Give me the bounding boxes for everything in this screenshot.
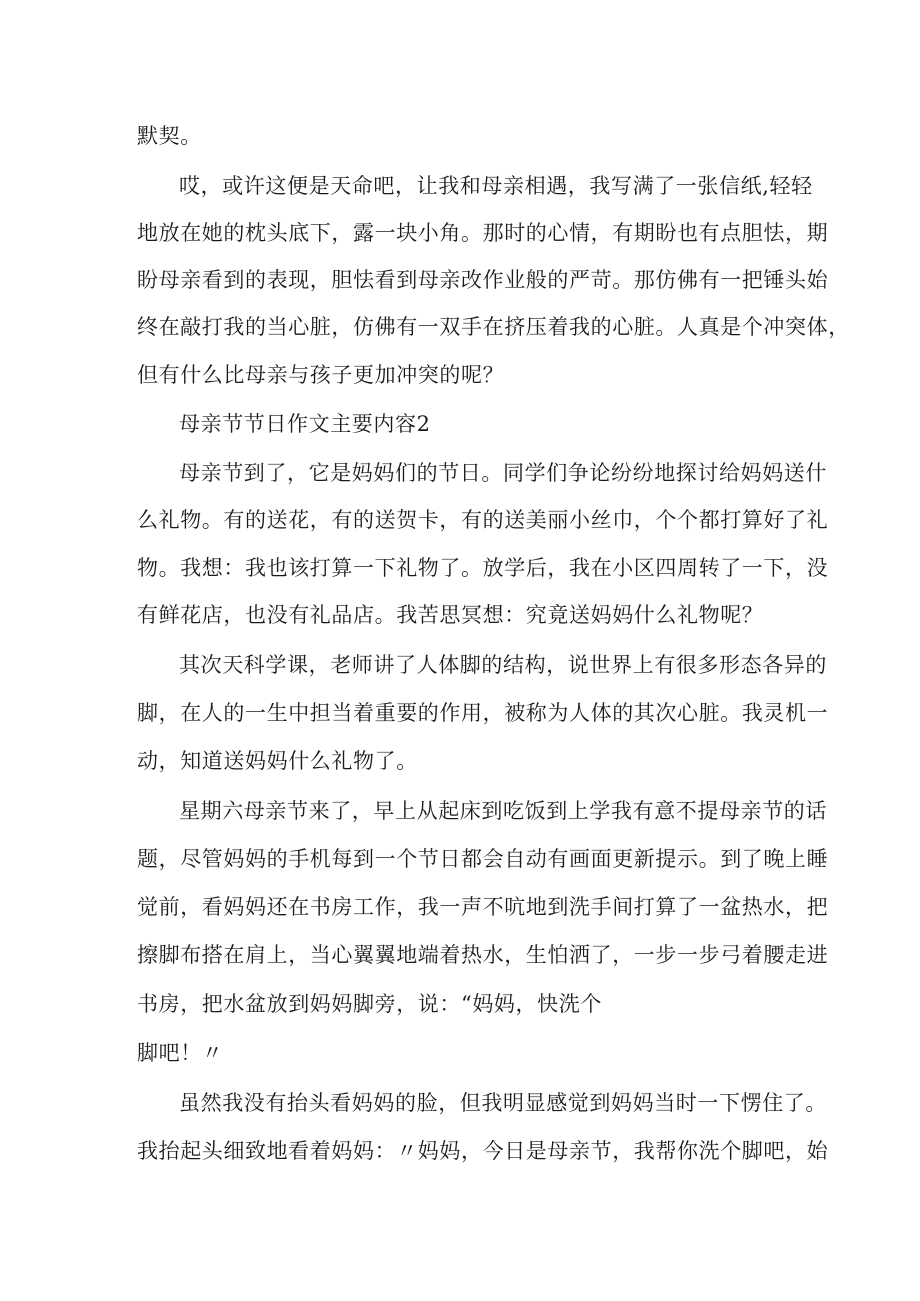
paragraph-first-line: 虽然我没有抬头看妈妈的脸，但我明显感觉到妈妈当时一下愣住了。 <box>179 1091 827 1115</box>
text-line: 动，知道送妈妈什么礼物了。 <box>137 749 418 773</box>
text-line: 觉前，看妈妈还在书房工作，我一声不吭地到洗手间打算了一盆热水，把 <box>137 895 829 919</box>
text-line: 么礼物。有的送花，有的送贺卡，有的送美丽小丝巾，个个都打算好了礼 <box>137 508 829 532</box>
text-line: 地放在她的枕头底下，露一块小角。那时的心情，有期盼也有点胆怯，期 <box>137 221 829 245</box>
text-line: 终在敲打我的当心脏，仿佛有一双手在挤压着我的心脏。人真是个冲突体， <box>137 315 850 339</box>
text-line: 题，尽管妈妈的手机每到一个节日都会自动有画面更新提示。到了晚上睡 <box>137 847 829 871</box>
text-line: 书房，把水盆放到妈妈脚旁，说：“妈妈，快洗个 <box>137 992 602 1016</box>
text-line: 擦脚布搭在肩上，当心翼翼地端着热水，生怕洒了，一步一步弓着腰走进 <box>137 943 829 967</box>
text-line: 物。我想：我也该打算一下礼物了。放学后，我在小区四周转了一下，没 <box>137 556 829 580</box>
paragraph-first-line: 星期六母亲节来了，早上从起床到吃饭到上学我有意不提母亲节的话 <box>179 799 827 823</box>
text-line: 我抬起头细致地看着妈妈：〃妈妈，今日是母亲节，我帮你洗个脚吧，始 <box>137 1139 829 1163</box>
section-heading: 母亲节节日作文主要内容2 <box>179 412 431 436</box>
text-line: 有鲜花店，也没有礼品店。我苦思冥想：究竟送妈妈什么礼物呢？ <box>137 603 764 627</box>
text-line: 但有什么比母亲与孩子更加冲突的呢？ <box>137 363 505 387</box>
paragraph-first-line: 母亲节到了，它是妈妈们的节日。同学们争论纷纷地探讨给妈妈送什 <box>179 461 827 485</box>
paragraph-first-line: 哎，或许这便是天命吧，让我和母亲相遇，我写满了一张信纸,轻轻 <box>179 174 813 198</box>
text-line: 盼母亲看到的表现，胆怯看到母亲改作业般的严苛。那仿佛有一把锤头始 <box>137 268 829 292</box>
text-line: 脚吧！〃 <box>137 1041 224 1065</box>
paragraph-first-line: 其次天科学课，老师讲了人体脚的结构，说世界上有很多形态各异的 <box>179 653 827 677</box>
text-line: 脚，在人的一生中担当着重要的作用，被称为人体的其次心脏。我灵机一 <box>137 701 829 725</box>
text-line: 默契。 <box>137 124 202 148</box>
